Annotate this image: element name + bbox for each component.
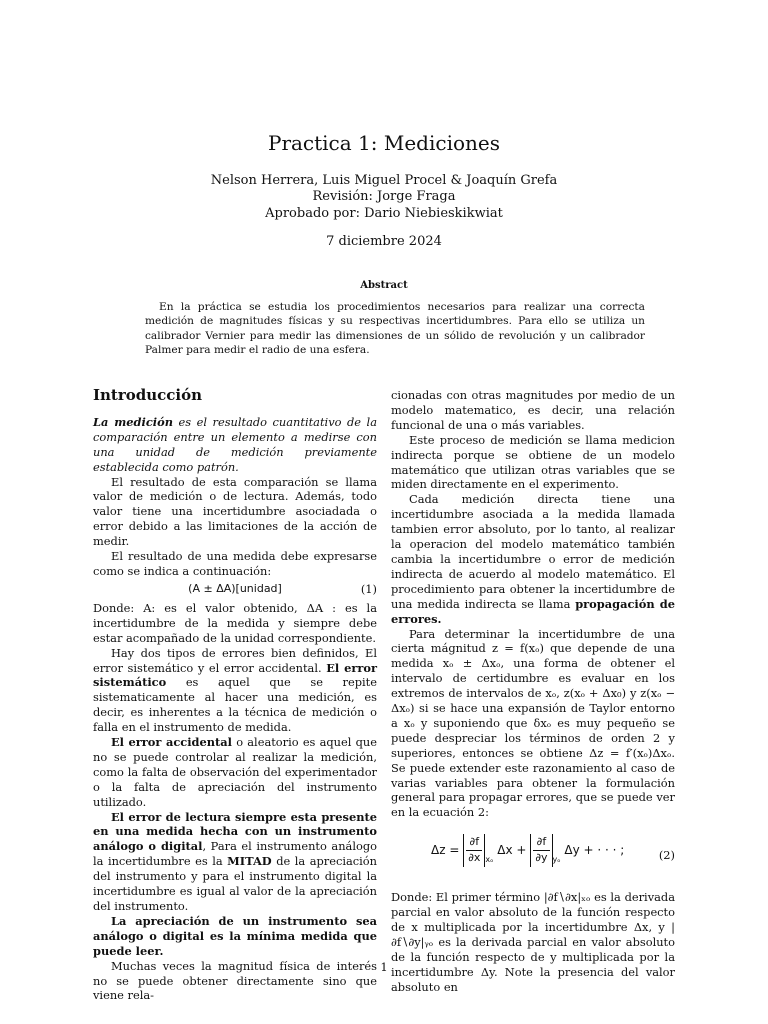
text-run: Cada medición directa tiene una incertidumbre asociada a la medida llamada tambien error absoluto, por lo tanto, al realizar la operacion del modelo matemático también cambia la incertidumbre o error de medición indirecta de acuerdo al modelo matemático. El procedimiento para obtener la incertidumbre de una medida indirecta se llama bbox=[391, 492, 675, 611]
fraction bbox=[466, 835, 482, 866]
subscript: xₒ bbox=[485, 855, 494, 865]
paragraph bbox=[391, 492, 675, 626]
numerator: ∂f bbox=[466, 835, 482, 851]
paragraph: Para determinar la incertidumbre de una cierta mágnitud z = f(xₒ) que depende de una medida xₒ ± Δxₒ, una forma de obtener el intervalo de certidumbre es evaluar en los extremos de intervalos de xₒ, z(xₒ + Δx₀) y z(xₒ − Δxₒ) si se hace una expansión de Taylor entorno a xₒ y suponiendo que δxₒ es muy pequeño se puede despreciar los términos de orden 2 y superiores, entonces se obtiene Δz = f′(xₒ)Δxₒ. Se puede extender este razonamiento al caso de varias variables para obtener la formulación general para propagar errores, que se puede ver en la ecuación 2: bbox=[391, 626, 675, 820]
paragraph: Muchas veces la magnitud física de interés no se puede obtener directamente sino que viene rela- bbox=[93, 958, 377, 1003]
bold-term: propagación de errores. bbox=[391, 596, 675, 626]
equation-lhs: Δz = bbox=[431, 843, 460, 858]
subscript: yₒ bbox=[552, 855, 561, 865]
section-heading: Introducción bbox=[93, 386, 203, 404]
definition-term: La medición bbox=[93, 414, 173, 429]
paragraph bbox=[93, 914, 377, 959]
date: 7 diciembre 2024 bbox=[326, 234, 442, 249]
denominator: ∂x bbox=[468, 851, 481, 865]
bold-term: El error sistemático bbox=[93, 660, 377, 690]
equation-number: (1) bbox=[360, 581, 377, 596]
bold-term: MITAD bbox=[227, 854, 272, 869]
paragraph: Donde: El primer término |∂f∖∂x|ₓₒ es la derivada parcial en valor absoluto de la función respecto de x multiplicada por la incertidumbre Δx, y |∂f∖∂y|ᵧₒ es la derivada parcial en valor absoluto de la función respecto de y multiplicada por la incertidumbre Δy. Note la presencia del valor absoluto en bbox=[391, 890, 675, 994]
text-run: Hay dos tipos de errores bien definidos, El error sistemático y el error accidental. bbox=[93, 645, 377, 675]
equation-term: Δx + bbox=[497, 843, 527, 858]
fraction bbox=[533, 835, 549, 866]
authors: Nelson Herrera, Luis Miguel Procel & Joaquín Grefa bbox=[210, 173, 558, 188]
definition-text: es el resultado cuantitativo de la comparación entre un elemento a medirse con una unidad de medición previamente establecida como patrón. bbox=[93, 414, 377, 474]
equation-2 bbox=[391, 828, 675, 884]
page-number: 1 bbox=[380, 960, 388, 974]
paragraph bbox=[93, 646, 377, 735]
equation-1 bbox=[93, 579, 377, 601]
paragraph: El resultado de una medida debe expresarse como se indica a continuación: bbox=[93, 549, 377, 578]
bold-term: El error de lectura siempre esta presente en una medida hecha con un instrumento análogo o digital bbox=[93, 809, 377, 854]
abstract-text: En la práctica se estudia los procedimientos necesarios para realizar una correcta medición de magnitudes físicas y su respectivas incertidumbres. Para ello se utiliza un calibrador Vernier para medir las dimensiones de un sólido de revolución y un calibrador Palmer para medir el radio de una esfera. bbox=[145, 301, 645, 356]
right-column bbox=[391, 388, 675, 995]
bold-term: El error accidental bbox=[111, 735, 232, 750]
paragraph: cionadas con otras magnitudes por medio de un modelo matematico, es decir, una relación funcional de una o más variables. bbox=[391, 388, 675, 432]
text-run: es aquel que se repite sistematicamente al hacer una medición, es decir, es inherentes a la técnica de medición o falla en el instrumento de medida. bbox=[93, 675, 377, 735]
paragraph bbox=[93, 735, 377, 810]
abs-value bbox=[530, 834, 552, 867]
paragraph: Este proceso de medición se llama medicion indirecta porque se obtiene de un modelo matemático que utilizan otras variables que se miden directamente en el experimento. bbox=[391, 432, 675, 492]
equation-term: Δy + · · · ; bbox=[564, 843, 625, 858]
text-run: , Para el instrumento análogo la incertidumbre es la bbox=[93, 839, 377, 869]
equation-number: (2) bbox=[658, 848, 675, 863]
denominator: ∂y bbox=[535, 851, 548, 865]
revision: Revisión: Jorge Fraga bbox=[312, 189, 456, 204]
bold-term: La apreciación de un instrumento sea análogo o digital es la mínima medida que puede leer. bbox=[93, 913, 377, 958]
left-column bbox=[93, 388, 377, 1003]
text-run: o aleatorio es aquel que no se puede controlar al realizar la medición, como la falta de observación del experimentador o la falta de apreciación del instrumento utilizado. bbox=[93, 735, 377, 809]
paragraph: Donde: A: es el valor obtenido, ΔA : es la incertidumbre de la medida y siempre debe estar acompañado de la unidad correspondiente. bbox=[93, 600, 377, 645]
equation-body bbox=[431, 834, 624, 868]
page-title: Practica 1: Mediciones bbox=[267, 131, 500, 155]
numerator: ∂f bbox=[533, 835, 549, 851]
text-run: de la apreciación del instrumento y para el instrumento digital la incertidumbre es igual al valor de la apreciación del instrumento. bbox=[93, 854, 377, 913]
abstract-heading: Abstract bbox=[360, 280, 408, 291]
measurement-definition bbox=[93, 415, 377, 475]
paragraph: El resultado de esta comparación se llama valor de medición o de lectura. Además, todo valor tiene una incertidumbre asociadada o error debido a las limitaciones de la acción de medir. bbox=[93, 474, 377, 549]
approved-by: Aprobado por: Dario Niebieskikwiat bbox=[265, 206, 503, 221]
abs-value bbox=[463, 834, 485, 867]
equation-body: (A ± ΔA)[unidad] bbox=[188, 581, 282, 595]
paragraph bbox=[93, 810, 377, 914]
